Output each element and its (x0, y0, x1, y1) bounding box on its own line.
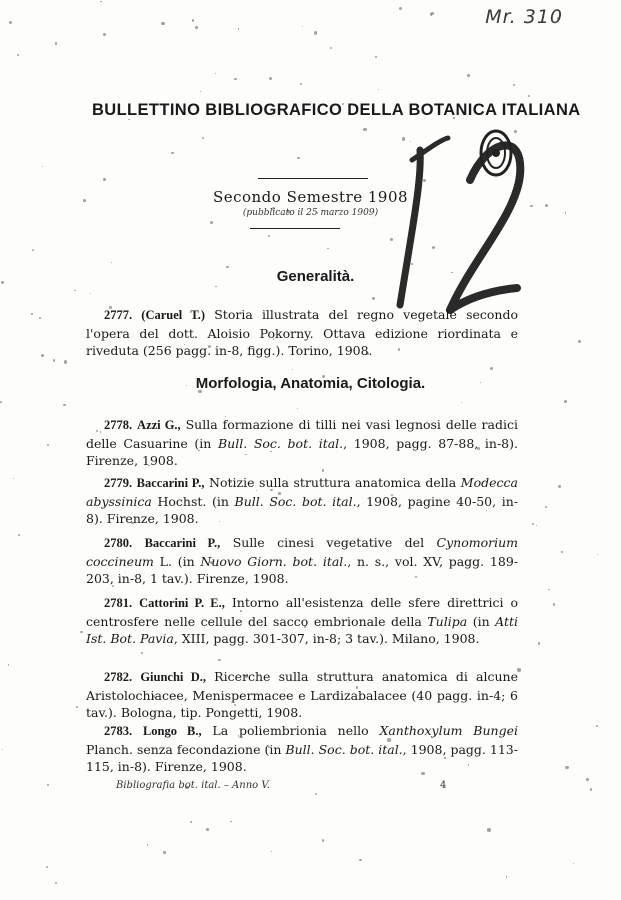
scan-speck (76, 706, 78, 708)
entry-number: 2779. (104, 476, 133, 490)
scan-speck (322, 469, 325, 472)
scan-speck (147, 844, 149, 846)
scan-speck (327, 248, 328, 249)
scan-speck (103, 178, 106, 181)
scan-speck (218, 659, 221, 662)
scan-speck (55, 42, 57, 44)
scan-speck (322, 839, 324, 841)
scan-speck (565, 766, 568, 769)
scan-speck (215, 286, 217, 288)
scan-speck (171, 152, 174, 155)
scan-speck (430, 13, 433, 16)
scan-speck (53, 359, 56, 362)
page-number: 4 (440, 780, 447, 791)
entry-text: Storia illustrata del regno vegetale secondo l'opera del dott. Aloisio Pokorny. Ottava edizione riordinata e riveduta (256 pagg. in-8, figg.). Torino, 1908. (86, 307, 518, 358)
scan-speck (8, 664, 9, 665)
scan-speck (200, 91, 201, 92)
scan-speck (578, 340, 581, 343)
library-stamp (478, 128, 514, 178)
scan-speck (302, 26, 303, 27)
scan-speck (506, 876, 508, 878)
scan-speck (372, 297, 375, 300)
scan-speck (111, 262, 112, 263)
scan-speck (330, 47, 333, 50)
scan-speck (314, 31, 317, 34)
scan-speck (359, 859, 362, 862)
scan-speck (210, 221, 213, 224)
entry-number: 2782. (104, 670, 133, 684)
scan-speck (548, 589, 549, 590)
scan-speck (41, 354, 44, 357)
scan-speck (90, 293, 91, 294)
species-name: Modecca abyssinica (86, 475, 518, 509)
journal-name: Nuovo Giorn. bot. ital. (200, 553, 348, 569)
entry-text: Intorno all'esistenza delle sfere direttrici o centrosfere nelle cellule del sacco embrionale della (86, 595, 518, 629)
scan-speck (292, 369, 293, 370)
scan-speck (315, 793, 317, 795)
scan-speck (238, 28, 240, 30)
entry-number: 2781. (104, 596, 133, 610)
scan-speck (586, 778, 589, 781)
bibliography-entry (86, 534, 518, 588)
scan-speck (538, 642, 540, 644)
scan-speck (545, 506, 547, 508)
scan-speck (206, 828, 209, 831)
divider-rule (258, 178, 368, 179)
bibliography-entry (86, 306, 518, 360)
scan-speck (31, 313, 33, 315)
scan-speck (42, 166, 43, 167)
scan-speck (195, 26, 198, 29)
bibliography-entry (86, 594, 518, 648)
scan-speck (17, 54, 19, 56)
scan-speck (528, 95, 530, 97)
scan-speck (13, 478, 14, 479)
entry-text: (in (467, 613, 496, 629)
scan-speck (192, 19, 194, 21)
scan-speck (573, 863, 574, 864)
entry-text: Sulle cinesi vegetative del (220, 535, 437, 550)
scan-speck (163, 851, 166, 854)
entry-text: , 1908, pagine 40-50, in-8). Firenze, 1908. (86, 493, 518, 526)
scan-speck (268, 235, 270, 237)
scan-speck (596, 725, 598, 727)
entry-author: (Caruel T.) (141, 308, 206, 322)
scan-speck (39, 317, 41, 319)
entry-text: La poliembrionia nello (201, 723, 380, 738)
entry-number: 2777. (104, 308, 133, 322)
bibliography-entry (86, 722, 518, 776)
scan-speck (141, 652, 143, 654)
scan-speck (399, 7, 402, 10)
scan-speck (9, 21, 12, 24)
running-footer: Bibliografia bot. ital. – Anno V. (116, 780, 270, 791)
scan-speck (63, 404, 66, 407)
divider-rule (250, 228, 340, 229)
journal-title: BULLETTINO BIBLIOGRAFICO DELLA BOTANICA ITALIANA (92, 100, 581, 119)
entry-number: 2780. (104, 536, 133, 550)
scan-speck (564, 400, 567, 403)
scan-speck (100, 1, 101, 2)
scan-speck (271, 851, 272, 852)
scan-speck (32, 249, 34, 251)
journal-name: Atti Ist. Bot. Pavia (86, 613, 518, 646)
bibliography-entry (86, 416, 518, 470)
scan-speck (300, 83, 303, 86)
entry-text: Hochst. (in (151, 493, 235, 509)
scan-speck (2, 749, 3, 750)
entry-text: , n. s., vol. XV, pagg. 189-203, in-8, 1 tav.). Firenze, 1908. (86, 553, 518, 586)
section-heading: Morfologia, Anatomia, Citologia. (195, 375, 426, 392)
entry-text: , 1908, pagg. 87-88, in-8). Firenze, 1908. (86, 435, 518, 468)
entry-text: Planch. senza fecondazione (in (86, 741, 286, 757)
semester-title: Secondo Semestre 1908 (212, 188, 409, 206)
shelfmark-annotation: Mr. 310 (485, 6, 563, 28)
scan-speck (47, 784, 49, 786)
bibliography-entry (86, 668, 518, 722)
entry-author: Baccarini P., (136, 476, 205, 490)
scan-speck (74, 290, 76, 292)
scan-speck (190, 821, 192, 823)
scan-speck (590, 788, 592, 790)
scan-speck (46, 866, 48, 868)
publication-note: (pubblicato il 25 marzo 1909) (242, 208, 379, 218)
scan-speck (378, 89, 379, 90)
scan-speck (18, 534, 20, 536)
entry-text: Notizie sulla struttura anatomica della (204, 475, 461, 490)
scan-speck (297, 408, 298, 409)
entry-author: Giunchi D., (140, 670, 206, 684)
scan-speck (487, 828, 490, 831)
scan-speck (269, 77, 272, 80)
entry-author: Longo B., (142, 724, 202, 738)
scan-speck (597, 554, 598, 555)
journal-name: Bull. Soc. bot. ital. (218, 435, 344, 451)
scan-speck (64, 360, 67, 363)
scan-speck (517, 668, 520, 671)
section-heading: Generalità. (276, 268, 355, 285)
entry-author: Baccarini P., (144, 536, 221, 550)
entry-author: Azzi G., (137, 418, 181, 432)
scan-speck (532, 523, 534, 525)
scan-speck (80, 631, 82, 633)
entry-text: , XIII, pagg. 301-307, in-8; 3 tav.). Milano, 1908. (173, 631, 480, 646)
species-name: Xanthoxylum Bungei (379, 723, 518, 738)
scan-speck (55, 882, 57, 884)
scan-speck (536, 525, 537, 526)
scan-speck (215, 73, 216, 74)
entry-text: L. (in (153, 553, 201, 569)
bibliography-entry (86, 474, 518, 528)
scan-speck (553, 603, 555, 605)
entry-text: Ricerche sulla struttura anatomica di alcune Aristolochiacee, Menispermacee e Lardizabalacee (40 pagg. in-4; 6 tav.). Bologna, tip. Pongetti, 1908. (86, 669, 518, 720)
scan-speck (467, 74, 470, 77)
entry-text: Sulla formazione di tilli nei vasi legnosi delle radici delle Casuarine (in (86, 417, 518, 451)
entry-number: 2783. (104, 724, 133, 738)
entry-author: Cattorini P. E., (139, 596, 225, 610)
species-name: Cynomorium coccineum (86, 535, 518, 569)
journal-name: Bull. Soc. bot. ital. (234, 493, 357, 509)
scan-speck (297, 157, 299, 159)
scan-speck (234, 78, 237, 81)
scan-speck (375, 56, 377, 58)
scan-speck (202, 137, 204, 139)
genus-name: Tulipa (427, 613, 468, 629)
entry-number: 2778. (104, 418, 133, 432)
scan-speck (0, 401, 2, 403)
journal-name: Bull. Soc. bot. ital. (285, 741, 403, 757)
scan-speck (161, 22, 164, 25)
entry-text: , 1908, pagg. 113-115, in-8). Firenze, 1908. (86, 741, 518, 774)
scan-speck (363, 128, 366, 131)
scan-speck (461, 402, 462, 403)
scan-speck (561, 551, 562, 552)
scan-speck (103, 33, 106, 36)
scan-speck (230, 821, 231, 822)
scan-speck (513, 84, 515, 86)
scan-speck (558, 485, 561, 488)
scan-speck (490, 367, 493, 370)
scan-speck (47, 444, 50, 447)
